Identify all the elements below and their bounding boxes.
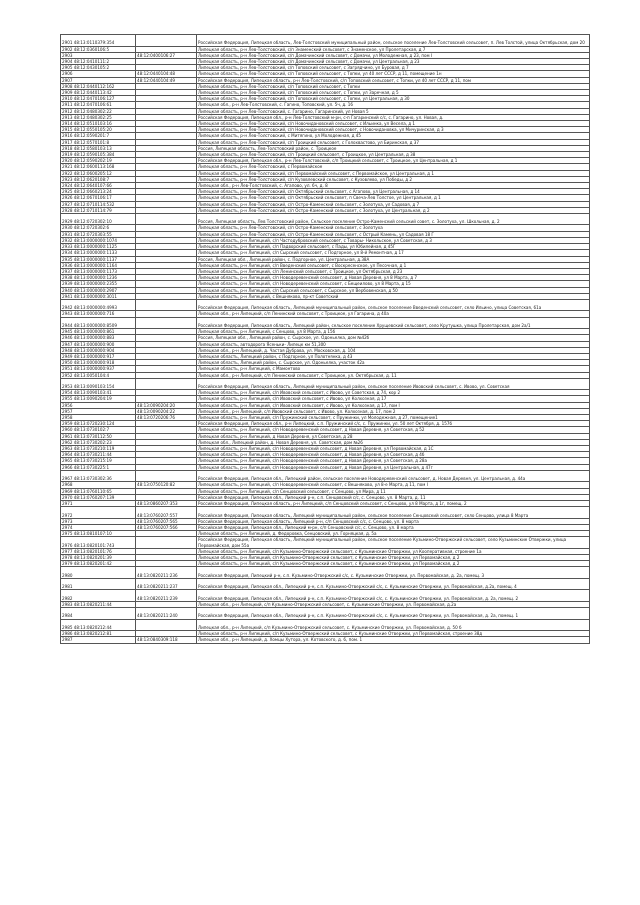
- row-number-cell: 2925 48:12:0660213:24: [61, 189, 136, 195]
- cadastral-number-cell: 48:13:0720206:76: [136, 415, 197, 421]
- row-number-cell: 2934 48:13:0000000:1133: [61, 250, 136, 256]
- cadastral-number-cell: 48:13:0820211:239: [136, 590, 197, 602]
- address-cell: Липецкая обл., р-н Липецкий, д. Хомцы Хутора, ул. Котовского, д. 6, пом. 1: [197, 637, 590, 643]
- table-row: [61, 567, 590, 579]
- row-number-cell: 2906: [61, 71, 136, 77]
- row-number-cell: 2909 48:12:0440113:42: [61, 89, 136, 95]
- row-number-cell: 2932 48:13:0000000:1074: [61, 237, 136, 243]
- row-number-cell: 2957: [61, 408, 136, 414]
- address-cell: Липецкая область, р-н Липецкий, с/п Кузьмино-Отвержский сельсовет, с Кузьминские Отвержки, ул Первомайская, строение 38д: [197, 631, 590, 637]
- address-cell: Липецкая область, р-н Лев-Толстовский, с/п Топовский сельсовет, с Загрядчино, ул Буровая, д 7: [197, 65, 590, 71]
- row-number-cell: 2942 48:13:0000000:4993: [61, 299, 136, 311]
- table-row: [61, 378, 590, 390]
- address-cell: Россия, Липецкая область, Лев Толстовский район, Сельское поселение Остро-Каменский сельский совет, с. Золотуха, ул. Школьная, д. 2: [197, 213, 590, 225]
- row-number-cell: 2979 48:13:0820201:42: [61, 561, 136, 567]
- row-number-cell: 2936 48:13:0000000:1164: [61, 262, 136, 268]
- address-cell: Российская Федерация, Липецкая обл., р-н Лев-Толстовский, с/п Троицкий сельсовет, с Троицкое, ул Центральная, д 1: [197, 158, 590, 164]
- row-number-cell: 2944 48:13:0000000:8509: [61, 317, 136, 329]
- address-cell: Липецкая обл., р-н Липецкий, с/п Ленинский сельсовет, с Троицкое, ул Гагарина, д 40а: [197, 311, 590, 317]
- row-number-cell: 2901 48:13:0110379:354: [61, 35, 136, 47]
- row-number-cell: 2928 48:12:0710114:79: [61, 207, 136, 213]
- cadastral-number-cell: 48:13:0820211:240: [136, 608, 197, 620]
- row-number-cell: 2923 48:12:0620108:7: [61, 176, 136, 182]
- address-cell: Липецкая область, автодорога Ясеньки- Липецк км 51,300: [197, 341, 590, 347]
- row-number-cell: 2977 48:13:0820101:76: [61, 548, 136, 554]
- row-number-cell: 2916 48:12:0590201:7: [61, 133, 136, 139]
- address-cell: Липецкая обл., Липецкий район, д. Новая Деревня, ул. Советская, дом №26: [197, 439, 590, 445]
- cadastral-number-cell: 48:13:0760207:565: [136, 518, 197, 524]
- address-cell: Российская Федерация, Липецкая обл., Липецкий район, сельское поселение Новодеревенский сельсовет, д. Новая Деревня, ул. Центральная, д. 44а: [197, 470, 590, 482]
- address-cell: Липецкая область, р-н Лев-Толстовский, с/п Кузовлевский сельсовет, с Кузовлево, ул Победы, д 2: [197, 176, 590, 182]
- register-sheet: [60, 34, 585, 644]
- cadastral-number-cell: 48:12:0440104:49: [136, 77, 197, 83]
- row-number-cell: 2972: [61, 507, 136, 519]
- address-cell: Липецкая область, р-н Лев-Толстовский, с/п Остро-Каменский сельсовет, с Золотуха, ул Центральная, д 2: [197, 207, 590, 213]
- row-number-cell: 2915 48:12:0550105:20: [61, 127, 136, 133]
- address-cell: Россия, Липецкая обл., Липецкий район, с. Сырское, ул. Одоньелка, дом №42б: [197, 335, 590, 341]
- table-row: [61, 507, 590, 519]
- address-cell: Россия, Липецкая область, Лев-Толстовский район, с. Троицкое: [197, 145, 590, 151]
- cadastral-number-cell: 48:13:0090204:20: [136, 402, 197, 408]
- row-number-cell: 2914 48:12:0510103:16: [61, 120, 136, 126]
- row-number-cell: 2955 48:13:0090204:19: [61, 396, 136, 402]
- table-row: [61, 213, 590, 225]
- row-number-cell: 2929 48:12:0720302:10: [61, 213, 136, 225]
- address-cell: Липецкая обл., р-н Липецкий, с/п Ивовский сельсовет, с Ивово, ул. Колхозная, д. 17, пом 2: [197, 408, 590, 414]
- address-cell: Липецкая область, р-н Лев-Толстовский, с/п Домачинский сельсовет, с Домачи, ул Молодежная, д 23, пом I: [197, 52, 590, 58]
- address-cell: Липецкая область, р-н Липецкий, с/п Сенцовский сельсовет, с Сенцово, ул Мира, д 11: [197, 488, 590, 494]
- row-number-cell: 2974: [61, 524, 136, 530]
- address-cell: Липецкая область, р-н Липецкий, с/п Пружинский сельсовет, с Пружинки, ул Молодежная, д 27, помещение1: [197, 415, 590, 421]
- row-number-cell: 2912 48:12:0480302:22: [61, 108, 136, 114]
- address-cell: Липецкая область, р-н Липецкий, с/п Введенский сельсовет, с Воскресенское, ул Песочная, д 1: [197, 262, 590, 268]
- row-number-cell: 2959 48:13:0720230:124: [61, 421, 136, 427]
- row-number-cell: 2968: [61, 482, 136, 488]
- address-cell: Российская Федерация, Липецкая область, Липецкий р-н, с/п Сенцовский с/с, с. Сенцово, ул. 8 марта: [197, 518, 590, 524]
- table-row: [61, 578, 590, 590]
- address-cell: Липецкая область, р-н Лев-Толстовский, с/п Топовский сельсовет, с Топки, ул Центральная, д 30: [197, 96, 590, 102]
- cadastral-number-cell: 48:13:0820211:236: [136, 567, 197, 579]
- row-number-cell: 2917 48:12:0570101:8: [61, 139, 136, 145]
- address-cell: Липецкая обл., р-н Липецкий, с/п Кузьмино-Отвержский сельсовет, с. Кузьминские Отвержки, ул. Первомайская, д.2а: [197, 601, 590, 607]
- address-cell: Российская Федерация, Липецкая область, Липецкий муниципальный район, сельское поселение Кузьмино-Отвержский сельсовет, село Кузьминские Отвержки, улица Первомайская, дом 55а: [197, 537, 590, 549]
- address-cell: Липецкая область, р-н Липецкий, с/п Новодеревенский сельсовет, с Бещеилово, ул 8 Марта, д 15: [197, 281, 590, 287]
- address-cell: Липецкая область, р-н Липецкий, с Сенцово, ул 8 Марта, д 15б: [197, 329, 590, 335]
- row-number-cell: 2920 48:12:0590202:19: [61, 158, 136, 164]
- address-cell: Липецкая область, р-н Лев-Толстовский, с/п Первомайский сельсовет, с Первомайское, ул Центральная, д 1: [197, 170, 590, 176]
- address-cell: Липецкая область, р-н Липецкий, с/п Сырский сельсовет, с Сырское, ул Вербовенская, д 50: [197, 287, 590, 293]
- address-cell: Липецкая область, р-н Лев-Толстовский, с. Гагарино, Гагаринский, ул Новая 5: [197, 108, 590, 114]
- row-number-cell: 2971: [61, 501, 136, 507]
- address-cell: Липецкая область, р-н Липецкий, с/п Новодеревенский сельсовет, с Вешняково, ул 8-е Марта, д 11, пом I: [197, 482, 590, 488]
- address-cell: Российская Федерация, Липецкая обл., Липецкий р-н, с.п. Сенцовский с/с, с. Сенцово, ул. 8 Марта, д. 11: [197, 494, 590, 500]
- cadastral-number-cell: 48:13:0860207:353: [136, 501, 197, 507]
- row-number-cell: 2983 48:13:0820211:44: [61, 601, 136, 607]
- address-cell: Липецкая обл., р-н Лев-Толстовский, с. Гагино, Топовский, ул. 5ч, д. 16: [197, 102, 590, 108]
- row-number-cell: 2922 48:12:0600205:12: [61, 170, 136, 176]
- row-number-cell: 2919 48:12:0590105:384: [61, 151, 136, 157]
- address-cell: Липецкая область, р-н Лев-Толстовский, с Митягино, ул Молодежная, д 45: [197, 133, 590, 139]
- row-number-cell: 2940 48:13:0000000:2907: [61, 287, 136, 293]
- address-cell: Липецкая область, р-н Липецкий, с/п Новодеревенский сельсовет, д Новая Деревня, ул Советская, д 52: [197, 427, 590, 433]
- row-number-cell: 2938 48:13:0000000:1236: [61, 275, 136, 281]
- table-row: [61, 637, 590, 643]
- address-cell: Российская Федерация, Липецкая область, Липецкий муниципальный район, сельское поселение Ивовский сельсовет, с. Ивово, ул. Советская: [197, 378, 590, 390]
- address-cell: Липецкая область, р-н Липецкий, с/п Кузьмино-Отвержский сельсовет, с Кузьминские Отвержки, ул Первомайская, д 2: [197, 555, 590, 561]
- address-cell: Липецкая область, р-н Липецкий, с/п Ивовский сельсовет, с Ивово, ул Колхозная, д 17, пом I: [197, 402, 590, 408]
- address-cell: Российская Федерация, Липецкая область, Липецкий муниципальный район, сельское поселение Введенский сельсовет, село Ильино, улица Советская, 61а: [197, 299, 590, 311]
- row-number-cell: 2958: [61, 415, 136, 421]
- row-number-cell: 2937 48:13:0000000:1173: [61, 268, 136, 274]
- address-cell: Российская Федерация, Липецкая обл., Липецкий р-н, с.п. Кузьмино-Отвержский с/с, с. Кузьминские Отвержки, ул. Первомайская, д. 2а, помещ. 1: [197, 608, 590, 620]
- cadastral-number-cell: [136, 35, 197, 47]
- cadastral-number-cell: [136, 619, 197, 631]
- address-cell: Липецкая область, р-н Липецкий, с Мамонтово: [197, 366, 590, 372]
- cadastral-number-cell: 48:12:0400106:27: [136, 52, 197, 58]
- address-cell: Липецкая область, р-н Липецкий, с/п Падворский сельсовет, с Пады, ул Юбилейная, д 45Г: [197, 244, 590, 250]
- row-number-cell: 2970 48:13:0760207:139: [61, 494, 136, 500]
- address-cell: Липецкая область, р-н Лев-Толстовский, с/п Топовский сельсовет, с Топки, ул Заречная, д 5: [197, 89, 590, 95]
- table-row: [61, 299, 590, 311]
- address-cell: Липецкая область, р-н Липецкий, с/п Ивовский сельсовет, с Ивово, ул Советская, д 74, кор 2: [197, 390, 590, 396]
- address-cell: Липецкая область, р-н Липецкий, с/п Сырский сельсовет, с Подгорное, ул 8-й Ремонтная, д 17: [197, 250, 590, 256]
- cadastral-number-cell: 48:13:0820211:237: [136, 578, 197, 590]
- address-cell: Липецкая область, р-н Лев-Толстовский, с/п Троицкий сельсовет, с Троицкое, ул Центральная, д 38: [197, 151, 590, 157]
- row-number-cell: 2956: [61, 402, 136, 408]
- address-cell: Липецкая обл., р-н Липецкий, с/п Кузьмино-Отвержский сельсовет, с. Кузьминские Отвержки, ул. Первомайская, д. 50 б: [197, 619, 590, 631]
- address-cell: Липецкая область, р-н Липецкий, д. Федоровка, Сенцовский, ул. Горняцкая, д. 5а: [197, 531, 590, 537]
- row-number-cell: 2949 48:13:0000000:917: [61, 353, 136, 359]
- row-number-cell: 2969 48:13:0760110:65: [61, 488, 136, 494]
- table-row: [61, 35, 590, 47]
- row-number-cell: 2976 48:13:0820101:743: [61, 537, 136, 549]
- address-cell: Липецкая область, р-н Липецкий, с/п Новодеревенский сельсовет, д Новая Деревня, ул Первомайская, д 1С: [197, 446, 590, 452]
- table-row: [61, 470, 590, 482]
- row-number-cell: 2907: [61, 77, 136, 83]
- row-number-cell: 2986 48:13:0820212:81: [61, 631, 136, 637]
- cadastral-number-cell: 48:13:0840309:118: [136, 637, 197, 643]
- address-cell: Российская Федерация, Липецкая обл., Липецкий м-рн, с/п Сенцовский с/с, с. Сенцово, ул. 8 марта: [197, 524, 590, 530]
- row-number-cell: 2926 48:12:0670106:17: [61, 195, 136, 201]
- register-body: [61, 35, 590, 644]
- row-number-cell: 2985 48:13:0820212:44: [61, 619, 136, 631]
- row-number-cell: 2973: [61, 518, 136, 524]
- address-cell: Российская Федерация, Липецкая область, р-н Лев-Толстовский, с/п Топовский сельсовет, с Топки, ул 40 лет СССР, д 11, пом: [197, 77, 590, 83]
- cadastral-number-cell: 48:13:0090204:22: [136, 408, 197, 414]
- cadastral-number-cell: 48:13:0750120:82: [136, 482, 197, 488]
- row-number-cell: 2951 48:13:0000000:937: [61, 366, 136, 372]
- address-cell: Липецкая область, Липецкий район, с. Сырское, ул. Одоньелка, участок 42а: [197, 360, 590, 366]
- address-cell: Липецкая область, р-н Липецкий, с/п Кузьмино-Отвержский сельсовет, с Кузьминские Отвержки, ул Первомайская, д 2: [197, 561, 590, 567]
- row-number-cell: 2987: [61, 637, 136, 643]
- address-cell: Липецкая область, р-н Лев-Толстовский, с/п Остро-Каменский сельсовет, с Золотуха, ул Садовая, д 7: [197, 201, 590, 207]
- row-number-cell: 2927 48:12:0710114:532: [61, 201, 136, 207]
- address-cell: Российская Федерация, Липецкая обл., р-н Липецкий, с.п. Пружинский с/с, с. Пружинки, ул. 50 лет Октября, д. 157б: [197, 421, 590, 427]
- row-number-cell: 2948 48:13:0000000:904: [61, 347, 136, 353]
- address-cell: Липецкая обл., р-н Липецкий, с/п Ленинский сельсовет, с Троицкое, ул. Октябрьская, д. 11: [197, 372, 590, 378]
- cadastral-number-cell: 48:12:0440104:48: [136, 71, 197, 77]
- address-cell: Российская Федерация, Липецкий р-н, с.п. Кузьмино-Отвержский с/с, с. Кузьминские Отвержки, ул. Первомайская, д. 2а, помещ. 3: [197, 567, 590, 579]
- row-number-cell: 2931 48:12:0720303:55: [61, 231, 136, 237]
- row-number-cell: 2980: [61, 567, 136, 579]
- row-number-cell: 2967 48:13:0730302:36: [61, 470, 136, 482]
- row-number-cell: 2902 48:12:0360106:5: [61, 46, 136, 52]
- row-number-cell: 2960 48:13:0730102:7: [61, 427, 136, 433]
- address-cell: Липецкая область, р-н Лев-Толстовский, с/п Остро-Каменский сельсовет, с Золотуха: [197, 225, 590, 231]
- row-number-cell: 2963 48:13:0730210:119: [61, 446, 136, 452]
- address-cell: Липецкая область, р-н Лев-Толстовский, с/п Троицкий сельсовет, с Голохвастово, ул Биринская, д 37: [197, 139, 590, 145]
- row-number-cell: 2953 48:13:0090103:154: [61, 378, 136, 390]
- row-number-cell: 2910 48:12:0470106:127: [61, 96, 136, 102]
- table-row: [61, 608, 590, 620]
- row-number-cell: 2961 48:13:0730112:50: [61, 433, 136, 439]
- address-cell: Липецкая область, р-н Липецкий, с/п Ивовский сельсовет, с Ивово, ул Колхозная, д 17: [197, 396, 590, 402]
- address-cell: Липецкая область, р-н Липецкий, с Вешняково, пр-кт Советский: [197, 293, 590, 299]
- cadastral-number-cell: [136, 470, 197, 482]
- row-number-cell: 2978 48:13:0820201:39: [61, 555, 136, 561]
- address-cell: Российская Федерация, Липецкая обл., р-н Лев-Толстовский м-рн, с-п Гагаринский с/с, с. Гагарино, ул. Новая, д.: [197, 114, 590, 120]
- table-row: [61, 590, 590, 602]
- address-cell: Липецкая область, р-н Липецкий, с/п Новодеревенский сельсовет, д Новая Деревня, ул Советская, д 4б: [197, 452, 590, 458]
- address-cell: Липецкая область, р-н Липецкий, с/п Новодеревенский сельсовет, д Новая Деревня, ул 8 Марта, д 7: [197, 275, 590, 281]
- cadastral-number-cell: [136, 537, 197, 549]
- address-cell: Российская Федерация, Липецкая область, Липецкий муниципальный район, сельское поселение Сенцовский сельсовет, село Сенцово, улица 8 Марта: [197, 507, 590, 519]
- row-number-cell: 2981: [61, 578, 136, 590]
- table-row: [61, 537, 590, 549]
- row-number-cell: 2950 48:13:0000000:918: [61, 360, 136, 366]
- address-cell: Липецкая область, р-н Липецкий, с/п Кузьмино-Отвержский сельсовет, с Кузьминские Отвержки, ул Кооперативная, строение 1а: [197, 548, 590, 554]
- address-cell: Липецкая область, р-н Лев-Толстовский, с/п Октябрьский сельсовет, с Агапово, ул Центральная, д 14: [197, 189, 590, 195]
- row-number-cell: 2905 48:12:0430105:2: [61, 65, 136, 71]
- row-number-cell: 2966 48:13:0730225:1: [61, 464, 136, 470]
- row-number-cell: 2984: [61, 608, 136, 620]
- cadastral-number-cell: [136, 378, 197, 390]
- address-cell: Липецкая область, р-н Липецкий, с/п Новодеревенский сельсовет, д Новая Деревня, ул Советская, д 28а: [197, 458, 590, 464]
- row-number-cell: 2943 48:13:0000000:716: [61, 311, 136, 317]
- address-cell: Липецкая область, р-н Лев-Толстовский, с/п Новочидановский сельсовет, с Новочидановка, ул Мичуринская, д 3: [197, 127, 590, 133]
- table-row: [61, 619, 590, 631]
- row-number-cell: 2975 48:13:0810107:10: [61, 531, 136, 537]
- address-cell: Липецкая область, р-н Лев-Толстовский, с/п Знаменский сельсовет, с Знаменское, ул Пролетарская, д 7: [197, 46, 590, 52]
- address-cell: Российская Федерация, Липецкая обл., Липецкий р-н, с.п. Кузьмино-Отвержский с/с, с. Кузьминские Отвержки, ул. Первомайская, д. 2а, помещ. 2: [197, 590, 590, 602]
- cadastral-number-cell: 48:13:0760207:566: [136, 524, 197, 530]
- address-cell: Липецкая область, р-н Липецкий, с/п Новодеревенский сельсовет, д Новая Деревня, ул Центральная, д 47г: [197, 464, 590, 470]
- row-number-cell: 2924 48:12:0640107:66: [61, 182, 136, 188]
- address-cell: Липецкая область, Липецкий район, с Подгорное, ул Полотнянка, д 43: [197, 353, 590, 359]
- row-number-cell: 2946 48:13:0000000:883: [61, 335, 136, 341]
- row-number-cell: 2941 48:13:0000000:3011: [61, 293, 136, 299]
- address-cell: Липецкая область, р-н Лев-Толстовский, с/п Топовский сельсовет, с Топки: [197, 83, 590, 89]
- row-number-cell: 2939 48:13:0000000:2355: [61, 281, 136, 287]
- address-cell: Липецкая область, р-н Лев-Толстовский, с Первомайское: [197, 164, 590, 170]
- address-cell: Липецкая область, р-н Лев-Толстовский, с/п Остро-Каменский сельсовет, с Острый Камень, ул Садовая 18 Г: [197, 231, 590, 237]
- address-cell: Липецкая область, р-н Липецкий, с/п Частодубровский сельсовет, с Товары- Никольское, ул Советская, д 3: [197, 237, 590, 243]
- address-cell: Липецкая область, р-н Лев-Толстовский, с/п Новочидановский сельсовет, с Ильинка, ул Весела, д 1: [197, 120, 590, 126]
- row-number-cell: 2903: [61, 52, 136, 58]
- row-number-cell: 2933 48:13:0000000:1125: [61, 244, 136, 250]
- table-row: [61, 317, 590, 329]
- row-number-cell: 2913 48:12:0480302:25: [61, 114, 136, 120]
- address-cell: Липецкая область, р-н Лев-Толстовский, с/п Топовский сельсовет, с Топки, ул 40 лет СССР, д 11, помещение 1н: [197, 71, 590, 77]
- address-cell: Российская Федерация, Липецкая область, р-н Липецкий, с/п Сенцовский сельсовет, с Сенцово, ул 8 Марта, д 1г, помещ. 2: [197, 501, 590, 507]
- address-cell: Российская Федерация, Липецкая обл., Липецкий р-н, с.п. Кузьмино-Отвержский с/с, с. Кузьминские Отвержки, ул. Первомайская, д.2а, помещ. 4: [197, 578, 590, 590]
- row-number-cell: 2908 48:12:0440112:162: [61, 83, 136, 89]
- cadastral-number-cell: [136, 317, 197, 329]
- row-number-cell: 2954 48:13:0090103:41: [61, 390, 136, 396]
- address-cell: Липецкая область, р-н Лев-Толстовский, с/п Октябрьский сельсовет, п Свеча-Лев Толстое, ул Центральная, д 1: [197, 195, 590, 201]
- cadastral-number-cell: [136, 299, 197, 311]
- address-cell: Российская Федерация, Липецкая область, Липецкий район, сельское поселение Хрущевский сельсовет, село Крутушка, улица Пролетарская, дом 2а/1: [197, 317, 590, 329]
- address-cell: Российская Федерация, Липецкая область, Лев-Толстовский муниципальный район, сельское поселение Лев-Толстовский сельсовет, п. Лев Толстой, улица Октябрьская, дом 20: [197, 35, 590, 47]
- cadastral-number-cell: 48:13:0760207:557: [136, 507, 197, 519]
- row-number-cell: 2904 48:12:0410111:2: [61, 58, 136, 64]
- row-number-cell: 2930 48:12:0720302:6: [61, 225, 136, 231]
- address-cell: Россия, Липецкая обл., Липецкий район, с. Подгорное, ул. Центральная, д.38А: [197, 256, 590, 262]
- row-number-cell: 2911 48:12:0470106:61: [61, 102, 136, 108]
- row-number-cell: 2945 48:13:0000000:861: [61, 329, 136, 335]
- row-number-cell: 2921 48:12:0600113:168: [61, 164, 136, 170]
- row-number-cell: 2982: [61, 590, 136, 602]
- row-number-cell: 2918 48:12:0580103:13: [61, 145, 136, 151]
- register-table: [60, 34, 590, 644]
- row-number-cell: 2965 48:13:0730215:19: [61, 458, 136, 464]
- row-number-cell: 2947 48:13:0000000:900: [61, 341, 136, 347]
- row-number-cell: 2964 48:13:0730211:44: [61, 452, 136, 458]
- row-number-cell: 2935 48:13:0000000:1137: [61, 256, 136, 262]
- address-cell: Липецкая обл., р-н Липецкий, д. Частая Дубрава, ул. Московская, д. 104: [197, 347, 590, 353]
- address-cell: Липецкая обл., р-н Лев-Толстовский, с. Агапово, ул. 6ч, д. 8: [197, 182, 590, 188]
- row-number-cell: 2962 48:13:0730202:23: [61, 439, 136, 445]
- cadastral-number-cell: [136, 213, 197, 225]
- address-cell: Липецкая область, р-н Лев-Толстовский, с/п Домачинский сельсовет, с Домачи, ул Центральная, д 23: [197, 58, 590, 64]
- row-number-cell: 2952 48:13:0050104:4: [61, 372, 136, 378]
- address-cell: Липецкая область, р-н Липецкий, д Новая Деревня, ул Советская, д 28: [197, 433, 590, 439]
- address-cell: Липецкая область, р-н Липецкий, с/п Ленинский сельсовет, с Троицкое, ул Октябрьская, д 23: [197, 268, 590, 274]
